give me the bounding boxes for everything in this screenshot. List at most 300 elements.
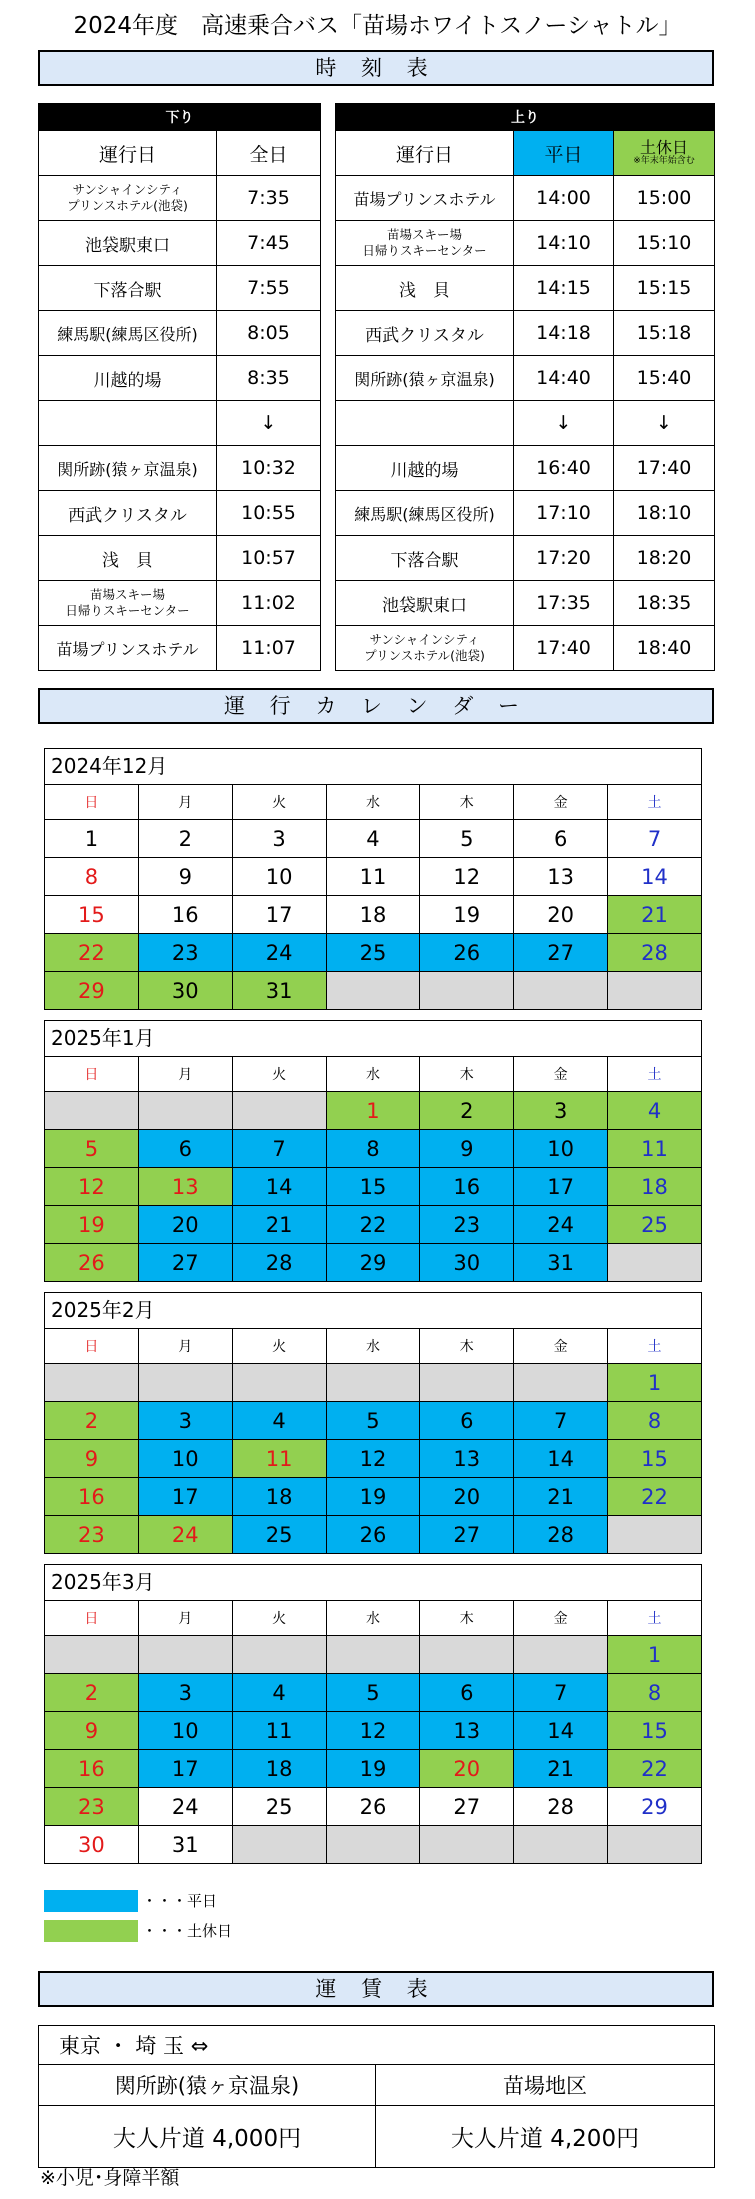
calendar-day: 3 (138, 1674, 232, 1712)
calendar-day: 6 (420, 1674, 514, 1712)
calendar-day: 10 (514, 1130, 608, 1168)
calendar-day: 25 (232, 1788, 326, 1826)
calendar-day: 4 (232, 1674, 326, 1712)
weekday-header: 火 (232, 1601, 326, 1636)
up-row (336, 311, 715, 356)
calendar-day: 12 (45, 1168, 139, 1206)
down-row (39, 626, 321, 671)
calendar-header: 運 行 カ レ ン ダ ー (38, 688, 714, 724)
up-row (336, 626, 715, 671)
calendar-day: 21 (514, 1478, 608, 1516)
weekday-header: 土 (608, 1601, 702, 1636)
calendar-empty-cell (326, 1636, 420, 1674)
calendar-day: 28 (514, 1788, 608, 1826)
calendar-day: 15 (326, 1168, 420, 1206)
calendar-day: 21 (608, 896, 702, 934)
up-stop: 川越的場 (336, 446, 514, 491)
down-time: ↓ (217, 401, 321, 446)
calendar-empty-cell (138, 1636, 232, 1674)
calendar-day: 16 (138, 896, 232, 934)
calendar-day: 14 (514, 1712, 608, 1750)
calendar-day: 4 (232, 1402, 326, 1440)
legend-swatch-weekday (44, 1890, 138, 1912)
calendar-day: 26 (45, 1244, 139, 1282)
calendar-day: 24 (138, 1516, 232, 1554)
calendar-empty-cell (232, 1092, 326, 1130)
calendar-day: 6 (514, 820, 608, 858)
fare-header: 運 賃 表 (38, 1971, 714, 2007)
calendar-day: 11 (608, 1130, 702, 1168)
weekday-header: 木 (420, 1601, 514, 1636)
down-time: 8:35 (217, 356, 321, 401)
calendar-empty-cell (608, 972, 702, 1010)
up-weekday-time: 17:20 (514, 536, 614, 581)
calendar-day: 1 (608, 1364, 702, 1402)
up-stop: 池袋駅東口 (336, 581, 514, 626)
calendar-day: 17 (232, 896, 326, 934)
up-row (336, 581, 715, 626)
calendar-empty-cell (138, 1364, 232, 1402)
down-row (39, 221, 321, 266)
up-weekend-time: 18:20 (614, 536, 715, 581)
calendar-day: 22 (608, 1750, 702, 1788)
calendar-grid (44, 1056, 702, 1282)
down-stop: 西武クリスタル (39, 491, 217, 536)
calendar-day: 5 (420, 820, 514, 858)
weekday-header: 土 (608, 1329, 702, 1364)
calendar-day: 11 (232, 1440, 326, 1478)
down-stop: 苗場プリンスホテル (39, 626, 217, 671)
calendar-day: 29 (45, 972, 139, 1010)
weekday-header: 木 (420, 785, 514, 820)
calendar-day: 12 (420, 858, 514, 896)
calendar-empty-cell (420, 1826, 514, 1864)
calendar-day: 9 (138, 858, 232, 896)
calendar-day: 21 (514, 1750, 608, 1788)
up-weekend-time: 18:40 (614, 626, 715, 671)
calendar-day: 23 (45, 1516, 139, 1554)
legend-swatch-weekend (44, 1920, 138, 1942)
legend-item-weekday (44, 1890, 444, 1912)
calendar-empty-cell (232, 1826, 326, 1864)
down-stop (39, 401, 217, 446)
calendar-day: 31 (514, 1244, 608, 1282)
up-row (336, 446, 715, 491)
page-title: 2024年度 高速乗合バス「苗場ホワイトスノーシャトル」 (73, 13, 682, 39)
up-col-stop: 運行日 (336, 131, 514, 176)
weekday-header: 日 (45, 785, 139, 820)
weekday-header: 火 (232, 785, 326, 820)
down-stop: 下落合駅 (39, 266, 217, 311)
up-stop: 苗場スキー場 日帰りスキーセンター (336, 221, 514, 266)
calendar-day: 23 (138, 934, 232, 972)
calendar-week (45, 1788, 702, 1826)
calendar-empty-cell (45, 1636, 139, 1674)
up-row (336, 401, 715, 446)
calendar-day: 8 (45, 858, 139, 896)
weekday-header: 水 (326, 1057, 420, 1092)
calendar-month (44, 1564, 702, 1864)
calendar-day: 1 (45, 820, 139, 858)
up-stop (336, 401, 514, 446)
calendar-day: 2 (138, 820, 232, 858)
calendar-day: 9 (45, 1712, 139, 1750)
up-weekday-time: 14:00 (514, 176, 614, 221)
calendar-week (45, 820, 702, 858)
calendar-day: 17 (514, 1168, 608, 1206)
calendar-empty-cell (514, 1364, 608, 1402)
down-row (39, 266, 321, 311)
down-time: 7:35 (217, 176, 321, 221)
calendar-day: 11 (232, 1712, 326, 1750)
calendar-day: 2 (45, 1402, 139, 1440)
calendar-day: 24 (138, 1788, 232, 1826)
calendar-day: 2 (420, 1092, 514, 1130)
calendar-empty-cell (514, 1826, 608, 1864)
calendar-grid (44, 1328, 702, 1554)
up-weekend-time: 15:00 (614, 176, 715, 221)
calendar-day: 7 (608, 820, 702, 858)
fare-dest-2: 苗場地区 (376, 2065, 715, 2106)
down-timetable (38, 103, 321, 671)
calendar-day: 20 (420, 1478, 514, 1516)
calendar-day: 31 (138, 1826, 232, 1864)
up-weekend-time: 18:10 (614, 491, 715, 536)
calendar-caption: 2025年3月 (44, 1564, 702, 1600)
weekday-header-row (45, 1329, 702, 1364)
calendar-caption: 2025年2月 (44, 1292, 702, 1328)
up-row (336, 356, 715, 401)
down-stop: 苗場スキー場 日帰りスキーセンター (39, 581, 217, 626)
calendar-day: 31 (232, 972, 326, 1010)
calendar-day: 4 (326, 820, 420, 858)
up-row (336, 176, 715, 221)
calendar-week (45, 1750, 702, 1788)
down-stop: 関所跡(猿ヶ京温泉) (39, 446, 217, 491)
fare-table (38, 2025, 715, 2168)
calendar-day: 18 (608, 1168, 702, 1206)
calendar-day: 1 (326, 1092, 420, 1130)
calendar-day: 25 (608, 1206, 702, 1244)
calendar-day: 27 (514, 934, 608, 972)
calendar-day: 26 (420, 934, 514, 972)
up-weekday-time: 14:18 (514, 311, 614, 356)
calendar-empty-cell (420, 972, 514, 1010)
down-time: 10:55 (217, 491, 321, 536)
down-time: 7:45 (217, 221, 321, 266)
legend-label-weekday: ・・・平日 (142, 1892, 218, 1910)
calendar-day: 14 (232, 1168, 326, 1206)
calendar-empty-cell (514, 972, 608, 1010)
legend-item-weekend (44, 1920, 444, 1942)
fare-route: 東京 ・ 埼 玉 ⇔ (39, 2026, 715, 2065)
calendar-day: 3 (138, 1402, 232, 1440)
calendar-week (45, 972, 702, 1010)
down-row (39, 581, 321, 626)
calendar-day: 25 (232, 1516, 326, 1554)
calendar-empty-cell (608, 1244, 702, 1282)
up-weekend-time: 15:10 (614, 221, 715, 266)
weekday-header: 金 (514, 785, 608, 820)
down-time: 8:05 (217, 311, 321, 356)
calendar-day: 24 (232, 934, 326, 972)
weekday-header: 水 (326, 785, 420, 820)
calendar-day: 13 (138, 1168, 232, 1206)
up-row (336, 536, 715, 581)
calendar-day: 19 (326, 1750, 420, 1788)
calendar-day: 18 (232, 1478, 326, 1516)
calendar-week (45, 1168, 702, 1206)
calendar-day: 21 (232, 1206, 326, 1244)
calendar-day: 20 (138, 1206, 232, 1244)
down-row (39, 176, 321, 221)
calendar-day: 14 (608, 858, 702, 896)
down-time: 7:55 (217, 266, 321, 311)
calendar-grid (44, 784, 702, 1010)
up-weekend-time: 17:40 (614, 446, 715, 491)
calendar-day: 23 (45, 1788, 139, 1826)
up-weekend-time: 18:35 (614, 581, 715, 626)
calendar-empty-cell (326, 1364, 420, 1402)
calendar-day: 11 (326, 858, 420, 896)
calendar-day: 18 (232, 1750, 326, 1788)
calendar-day: 20 (514, 896, 608, 934)
calendar-day: 29 (608, 1788, 702, 1826)
calendar-day: 20 (420, 1750, 514, 1788)
calendar-week (45, 1092, 702, 1130)
up-row (336, 221, 715, 266)
calendar-day: 30 (45, 1826, 139, 1864)
calendar-month (44, 1020, 702, 1282)
up-weekday-time: 17:35 (514, 581, 614, 626)
calendar-empty-cell (420, 1364, 514, 1402)
down-time: 10:57 (217, 536, 321, 581)
calendar-day: 28 (608, 934, 702, 972)
calendar-week (45, 1130, 702, 1168)
calendar-week (45, 1674, 702, 1712)
down-col-stop: 運行日 (39, 131, 217, 176)
calendar-day: 6 (420, 1402, 514, 1440)
calendar-day: 18 (326, 896, 420, 934)
down-label: 下り (39, 104, 321, 131)
calendar-day: 7 (232, 1130, 326, 1168)
fare-note: ※小児･身障半額 (40, 2167, 180, 2189)
calendar-day: 4 (608, 1092, 702, 1130)
calendar-week (45, 896, 702, 934)
calendar-week (45, 1364, 702, 1402)
weekday-header-row (45, 1601, 702, 1636)
calendar-day: 30 (420, 1244, 514, 1282)
calendar-empty-cell (608, 1516, 702, 1554)
calendar-day: 17 (138, 1750, 232, 1788)
up-stop: 西武クリスタル (336, 311, 514, 356)
weekday-header: 土 (608, 1057, 702, 1092)
calendar-day: 13 (420, 1440, 514, 1478)
calendar-day: 12 (326, 1440, 420, 1478)
calendar-empty-cell (138, 1092, 232, 1130)
calendar-day: 5 (326, 1674, 420, 1712)
calendar-empty-cell (45, 1364, 139, 1402)
calendar-day: 3 (232, 820, 326, 858)
calendar-day: 6 (138, 1130, 232, 1168)
down-time: 10:32 (217, 446, 321, 491)
calendar-day: 9 (45, 1440, 139, 1478)
calendar-day: 3 (514, 1092, 608, 1130)
up-col-weekend-note: ※年末年始含む (633, 156, 695, 166)
calendar-week (45, 1478, 702, 1516)
calendar-day: 17 (138, 1478, 232, 1516)
weekday-header: 金 (514, 1057, 608, 1092)
calendar-day: 28 (232, 1244, 326, 1282)
up-stop: 関所跡(猿ヶ京温泉) (336, 356, 514, 401)
fare-price-1: 大人片道 4,000円 (39, 2106, 376, 2168)
calendar-week (45, 1826, 702, 1864)
calendar-day: 8 (326, 1130, 420, 1168)
calendar-day: 13 (420, 1712, 514, 1750)
legend-label-weekend: ・・・土休日 (142, 1922, 233, 1940)
calendar-caption: 2024年12月 (44, 748, 702, 784)
fare-price-2: 大人片道 4,200円 (376, 2106, 715, 2168)
calendar-grid (44, 1600, 702, 1864)
up-stop: 練馬駅(練馬区役所) (336, 491, 514, 536)
calendar-week (45, 1440, 702, 1478)
up-weekday-time: 14:15 (514, 266, 614, 311)
calendar-day: 30 (138, 972, 232, 1010)
fare-dest-1: 関所跡(猿ヶ京温泉) (39, 2065, 376, 2106)
calendar-day: 15 (608, 1440, 702, 1478)
calendar-day: 29 (326, 1244, 420, 1282)
weekday-header: 日 (45, 1057, 139, 1092)
calendar-day: 9 (420, 1130, 514, 1168)
up-timetable (335, 103, 715, 671)
up-weekday-time: 14:40 (514, 356, 614, 401)
up-weekday-time: 17:40 (514, 626, 614, 671)
calendar-day: 10 (232, 858, 326, 896)
calendar-day: 7 (514, 1674, 608, 1712)
calendar-empty-cell (608, 1826, 702, 1864)
calendar-day: 12 (326, 1712, 420, 1750)
calendar-day: 22 (326, 1206, 420, 1244)
up-stop: サンシャインシティ プリンスホテル(池袋) (336, 626, 514, 671)
calendar-caption: 2025年1月 (44, 1020, 702, 1056)
up-col-weekday: 平日 (514, 131, 614, 176)
calendar-day: 26 (326, 1788, 420, 1826)
up-stop: 下落合駅 (336, 536, 514, 581)
calendar-day: 19 (45, 1206, 139, 1244)
weekday-header: 月 (138, 1057, 232, 1092)
calendar-week (45, 1636, 702, 1674)
weekday-header: 金 (514, 1601, 608, 1636)
calendar-empty-cell (514, 1636, 608, 1674)
weekday-header: 木 (420, 1329, 514, 1364)
calendar-week (45, 934, 702, 972)
calendar-day: 26 (326, 1516, 420, 1554)
calendar-day: 28 (514, 1516, 608, 1554)
legend (44, 1890, 444, 1942)
calendar-day: 2 (45, 1674, 139, 1712)
up-weekend-time: 15:40 (614, 356, 715, 401)
calendar-day: 25 (326, 934, 420, 972)
calendar-day: 1 (608, 1636, 702, 1674)
calendar-day: 16 (45, 1750, 139, 1788)
down-col-time: 全日 (217, 131, 321, 176)
up-weekday-time: ↓ (514, 401, 614, 446)
calendar-week (45, 1712, 702, 1750)
calendar-day: 16 (45, 1478, 139, 1516)
down-time: 11:02 (217, 581, 321, 626)
up-weekday-time: 16:40 (514, 446, 614, 491)
calendar-empty-cell (326, 972, 420, 1010)
weekday-header-row (45, 1057, 702, 1092)
calendar-day: 8 (608, 1674, 702, 1712)
calendar-day: 24 (514, 1206, 608, 1244)
weekday-header: 水 (326, 1329, 420, 1364)
up-weekday-time: 14:10 (514, 221, 614, 266)
up-col-weekend-label: 土休日 (640, 138, 689, 157)
calendar-day: 5 (326, 1402, 420, 1440)
down-stop: 練馬駅(練馬区役所) (39, 311, 217, 356)
calendar-day: 15 (608, 1712, 702, 1750)
timetable-header: 時 刻 表 (38, 50, 714, 86)
calendar-day: 7 (514, 1402, 608, 1440)
calendar-empty-cell (326, 1826, 420, 1864)
weekday-header: 水 (326, 1601, 420, 1636)
calendar-empty-cell (420, 1636, 514, 1674)
weekday-header: 月 (138, 1601, 232, 1636)
up-weekend-time: 15:18 (614, 311, 715, 356)
down-row (39, 536, 321, 581)
down-stop: 浅 貝 (39, 536, 217, 581)
weekday-header: 火 (232, 1329, 326, 1364)
calendar-day: 27 (420, 1788, 514, 1826)
down-stop: サンシャインシティ プリンスホテル(池袋) (39, 176, 217, 221)
weekday-header: 月 (138, 1329, 232, 1364)
calendar-day: 16 (420, 1168, 514, 1206)
calendar-day: 13 (514, 858, 608, 896)
calendar-week (45, 1516, 702, 1554)
weekday-header: 日 (45, 1329, 139, 1364)
calendar-month (44, 1292, 702, 1554)
calendar-day: 19 (420, 896, 514, 934)
calendar-week (45, 1244, 702, 1282)
calendar-day: 14 (514, 1440, 608, 1478)
weekday-header: 土 (608, 785, 702, 820)
calendar-month (44, 748, 702, 1010)
weekday-header: 日 (45, 1601, 139, 1636)
calendar-week (45, 1402, 702, 1440)
calendar-day: 8 (608, 1402, 702, 1440)
calendar-day: 15 (45, 896, 139, 934)
down-time: 11:07 (217, 626, 321, 671)
calendar-day: 5 (45, 1130, 139, 1168)
up-weekday-time: 17:10 (514, 491, 614, 536)
calendar-day: 27 (420, 1516, 514, 1554)
down-row (39, 356, 321, 401)
up-stop: 浅 貝 (336, 266, 514, 311)
down-stop: 川越的場 (39, 356, 217, 401)
weekday-header: 金 (514, 1329, 608, 1364)
weekday-header: 月 (138, 785, 232, 820)
up-label: 上り (336, 104, 715, 131)
calendar-empty-cell (232, 1636, 326, 1674)
calendar-week (45, 1206, 702, 1244)
calendar-empty-cell (232, 1364, 326, 1402)
weekday-header: 火 (232, 1057, 326, 1092)
down-row (39, 401, 321, 446)
calendar-day: 22 (608, 1478, 702, 1516)
weekday-header: 木 (420, 1057, 514, 1092)
down-row (39, 491, 321, 536)
